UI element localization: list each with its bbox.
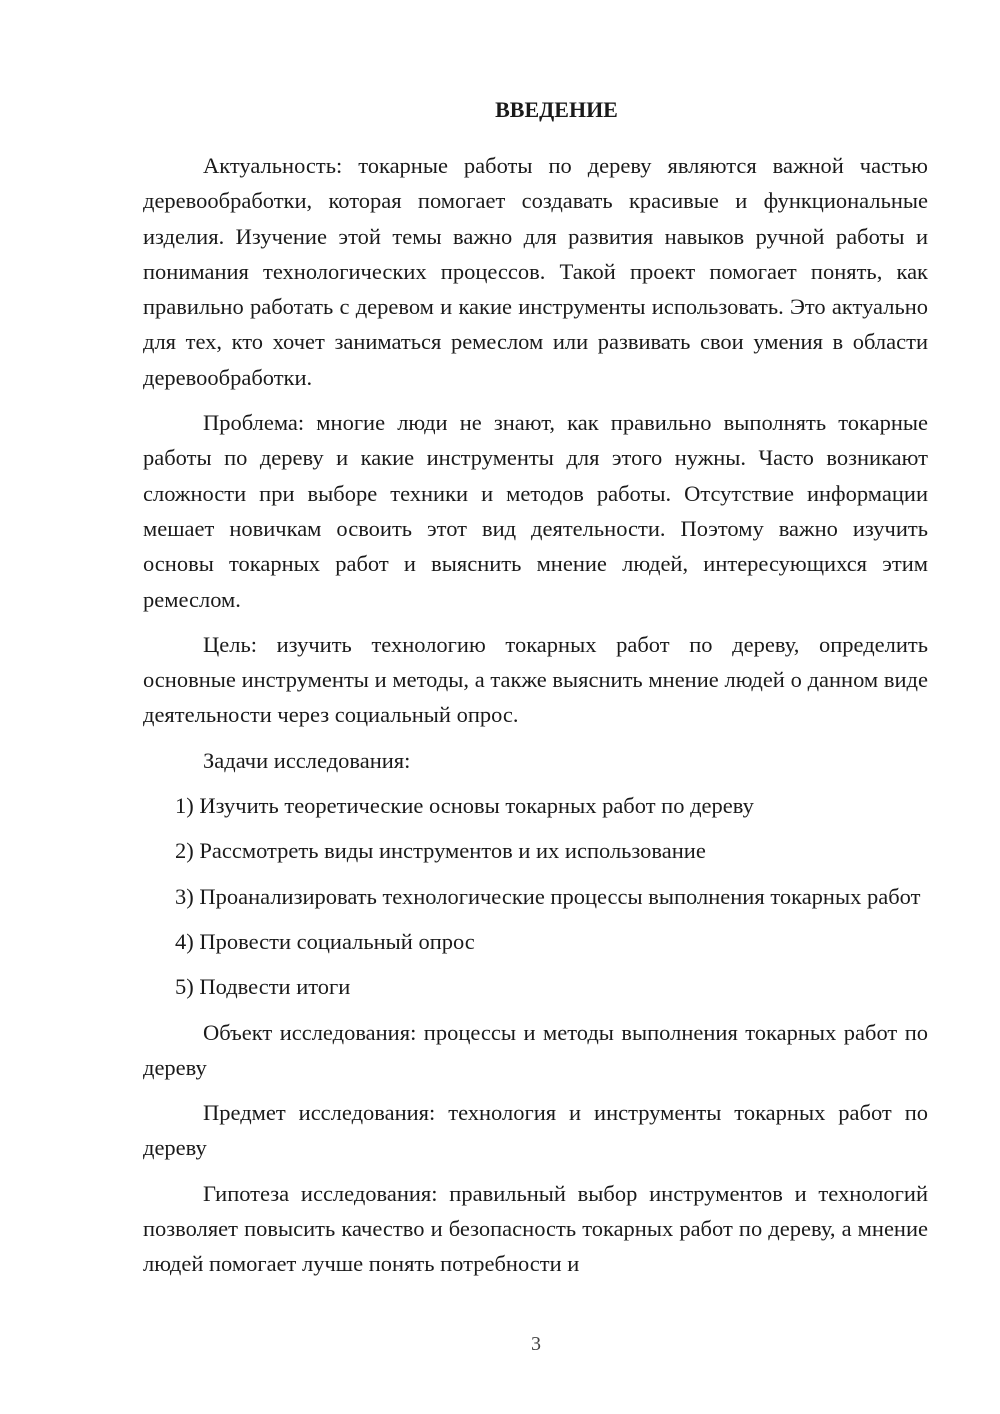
paragraph-object: Объект исследования: процессы и методы выполнения токарных работ по дереву — [143, 1019, 928, 1080]
paragraph-problem: Проблема: многие люди не знают, как правильно выполнять токарные работы по дереву и какие инструменты для этого нужны. Часто возникают сложности при выборе техники и методов работы. Отсутствие информации мешает новичкам освоить этот вид деятельности. Поэтому важно изучить основы токарных работ и выяснить мнение людей, интересующихся этим ремеслом. — [143, 410, 928, 612]
document-body — [143, 88, 928, 1292]
paragraph-subject: Предмет исследования: технология и инструменты токарных работ по дереву — [143, 1100, 928, 1161]
page-title: ВВЕДЕНИЕ — [495, 97, 618, 122]
paragraph-hypothesis: Гипотеза исследования: правильный выбор инструментов и технологий позволяет повысить качество и безопасность токарных работ по дереву, а мнение людей помогает лучше понять потребности и — [143, 1180, 928, 1277]
tasks-heading: Задачи исследования: — [203, 747, 411, 773]
paragraph-goal: Цель: изучить технологию токарных работ по дереву, определить основные инструменты и методы, а также выяснить мнение людей о данном виде деятельности через социальный опрос. — [143, 631, 928, 728]
paragraph-relevance: Актуальность: токарные работы по дереву являются важной частью деревообработки, которая помогает создавать красивые и функциональные изделия. Изучение этой темы важно для развития навыков ручной работы и понимания технологических процессов. Такой проект помогает понять, как правильно работать с деревом и какие инструменты использовать. Это актуально для тех, кто хочет заниматься ремеслом или развивать свои умения в области деревообработки. — [143, 153, 928, 390]
page-number: 3 — [531, 1333, 541, 1355]
task-item-3: 3) Проанализировать технологические процессы выполнения токарных работ — [175, 883, 921, 909]
task-item-2: 2) Рассмотреть виды инструментов и их использование — [175, 838, 706, 864]
task-item-4: 4) Провести социальный опрос — [175, 928, 475, 954]
task-item-5: 5) Подвести итоги — [175, 974, 351, 1000]
task-item-1: 1) Изучить теоретические основы токарных работ по дереву — [175, 793, 754, 819]
